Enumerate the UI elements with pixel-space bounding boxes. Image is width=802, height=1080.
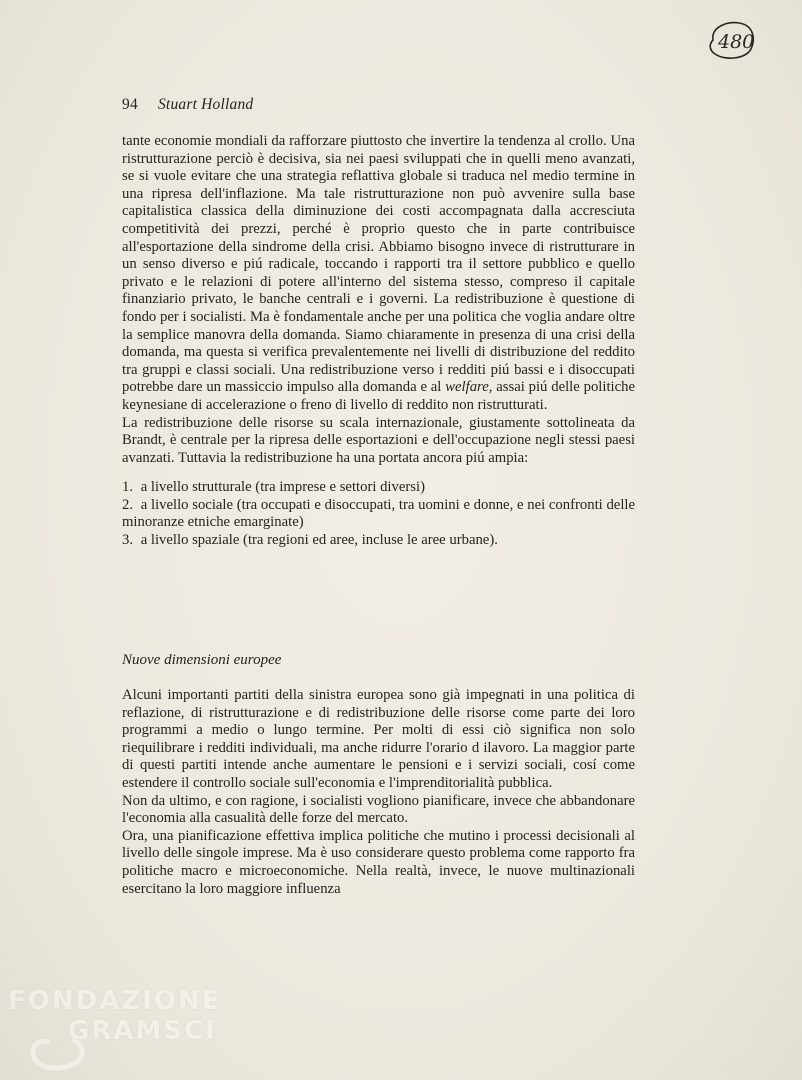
watermark-line-2: GRAMSCI (68, 1016, 217, 1046)
running-header (122, 96, 253, 114)
list-item (122, 479, 635, 497)
paragraph: Non da ultimo, e con ragione, i socialisti vogliono pianificare, invece che abbandonare l'economia alla casualità delle forze del mercato. (122, 792, 635, 827)
paragraph (122, 133, 635, 415)
italic-term: welfare (445, 379, 489, 396)
main-text (122, 133, 635, 550)
list-item-text: a livello strutturale (tra imprese e settori diversi) (140, 479, 425, 496)
paragraph: La redistribuzione delle risorse su scala internazionale, giustamente sottolineata da Brandt, è centrale per la ripresa delle esportazioni e dell'occupazione negli stessi paesi avanzati. Tuttavia la redistribuzione ha una portata ancora piú ampia: (122, 414, 635, 466)
handwritten-number-text: 480 (718, 31, 755, 53)
handwritten-page-annotation (703, 18, 757, 62)
page-number: 94 (122, 96, 138, 113)
list-item-number: 1. (122, 479, 134, 496)
section-heading: Nuove dimensioni europee (122, 652, 282, 668)
numbered-list (122, 479, 635, 549)
list-item (122, 532, 635, 550)
list-item-number: 3. (122, 532, 134, 549)
list-item-text: a livello sociale (tra occupati e disoccupati, tra uomini e donne, e nei confronti delle minoranze etniche emarginate) (122, 496, 636, 531)
paragraph-text-tail: , assai piú delle politiche keynesiane di accelerazione o freno di livello di reddito non ristrutturati. (122, 379, 635, 413)
circled-number-icon (703, 18, 757, 62)
list-item (122, 497, 635, 532)
running-header-author: Stuart Holland (157, 96, 254, 113)
list-item-text: a livello spaziale (tra regioni ed aree, incluse le aree urbane). (140, 532, 498, 549)
paragraph: Alcuni importanti partiti della sinistra europea sono già impegnati in una politica di reflazione, di ristrutturazione e di redistribuzione delle risorse come parte dei loro programmi a medio o lungo termine. Per molti di essi ciò significa non solo riequilibrare i redditi individuali, ma anche ridurre l'orario d ilavoro. La maggior parte di questi partiti intende anche aumentare le pensioni e i servizi sociali, cosí come estendere il controllo sociale sull'economia e l'imprenditorialità pubblica. (122, 687, 635, 791)
list-item-number: 2. (122, 496, 134, 513)
paragraph-text: tante economie mondiali da rafforzare piuttosto che invertire la tendenza al crollo. Una ristrutturazione perciò è decisiva, sia nei paesi sviluppati che in quelli meno avanzati, se si vuole evitare che una strategia reflattiva globale si traduca nel medio termine in una ripresa dell'inflazione. Ma tale ristrutturazione non può avvenire sulla base capitalistica classica della diminuzione dei costi accompagnata dalla accresciuta competitività dei prezzi, perché è proprio questo che in parte contribuisce all'esportazione della sindrome della crisi. Abbiamo bisogno invece di ristrutturare in un senso diverso e piú radicale, toccando i rapporti tra il settore pubblico e quello privato e le relazioni di potere all'interno del sistema stesso, compreso il capitale finanziario privato, le banche centrali e i governi. La redistribuzione è questione di fondo per i socialisti. Ma è fondamentale anche per una politica che voglia andare oltre la semplice manovra della domanda. Siamo chiaramente in presenza di una crisi della domanda, ma questa si verifica prevalentemente nei livelli di distribuzione del reddito tra gruppi e classi sociali. Una redistribuzione verso i redditi piú bassi e i disoccupati potrebbe dare un massiccio impulso alla domanda e al (122, 133, 635, 396)
section-text (122, 687, 635, 898)
watermark-logo (8, 982, 222, 1074)
paragraph: Ora, una pianificazione effettiva implica politiche che mutino i processi decisionali al livello delle singole imprese. Ma è uso considerare questo problema come rapporto fra politiche macro e microeconomiche. Nella realtà, invece, le nuove multinazionali esercitano la loro maggiore influenza (122, 827, 635, 897)
watermark-line-1: FONDAZIONE (8, 986, 222, 1016)
